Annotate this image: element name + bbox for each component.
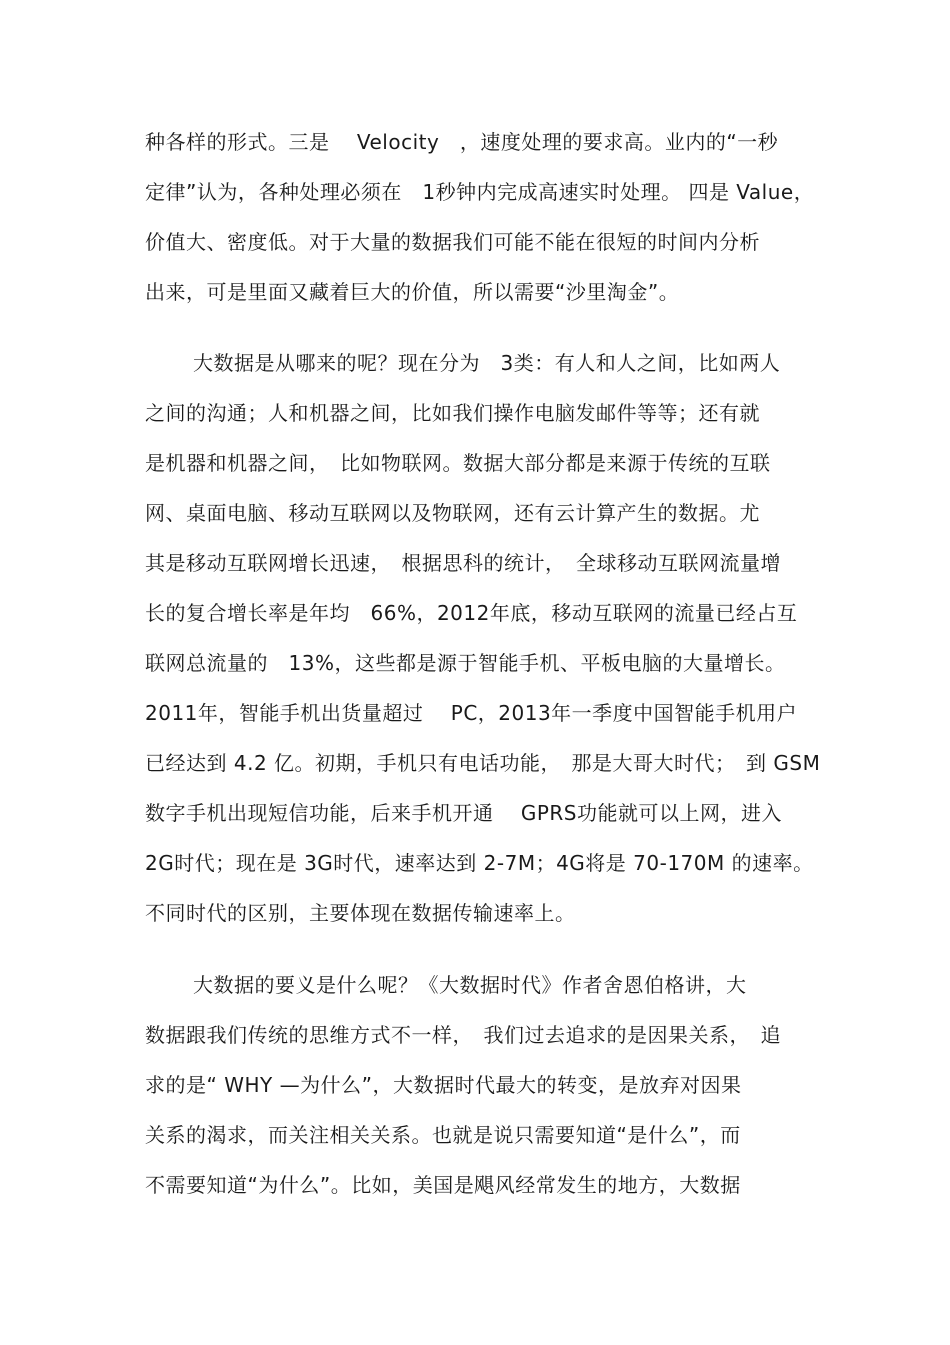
p1-line-1: 种各样的形式。三是 Velocity ，速度处理的要求高。业内的“一秒	[145, 130, 779, 154]
p1-line-2: 定律”认为，各种处理必须在 1秒钟内完成高速实时处理。 四是 Value，	[145, 180, 815, 204]
p2-line-10: 数字手机出现短信功能，后来手机开通 GPRS功能就可以上网，进入	[145, 801, 783, 825]
p2-line-8: 2011年，智能手机出货量超过 PC，2013年一季度中国智能手机用户	[145, 701, 798, 725]
p2-line-4: 网、桌面电脑、移动互联网以及物联网，还有云计算产生的数据。尤	[145, 501, 760, 525]
p2-line-12: 不同时代的区别，主要体现在数据传输速率上。	[145, 901, 576, 925]
p2-line-5: 其是移动互联网增长迅速， 根据思科的统计， 全球移动互联网流量增	[145, 551, 781, 575]
p2-line-6: 长的复合增长率是年均 66%，2012年底，移动互联网的流量已经占互	[145, 601, 798, 625]
p3-line-2: 数据跟我们传统的思维方式不一样， 我们过去追求的是因果关系， 追	[145, 1023, 781, 1047]
p3-line-5: 不需要知道“为什么”。比如，美国是飓风经常发生的地方，大数据	[145, 1173, 741, 1197]
p3-line-4: 关系的渴求，而关注相关关系。也就是说只需要知道“是什么”，而	[145, 1123, 741, 1147]
p2-line-3: 是机器和机器之间， 比如物联网。数据大部分都是来源于传统的互联	[145, 451, 771, 475]
p2-line-2: 之间的沟通；人和机器之间，比如我们操作电脑发邮件等等；还有就	[145, 401, 760, 425]
p2-line-11: 2G时代；现在是 3G时代，速率达到 2-7M；4G将是 70-170M 的速率。	[145, 851, 814, 875]
p1-line-4: 出来，可是里面又藏着巨大的价值，所以需要“沙里淘金”。	[145, 280, 680, 304]
p3-line-1: 大数据的要义是什么呢？《大数据时代》作者舍恩伯格讲，大	[193, 973, 747, 997]
p2-line-1: 大数据是从哪来的呢？现在分为 3类：有人和人之间，比如两人	[193, 351, 781, 375]
p1-line-3: 价值大、密度低。对于大量的数据我们可能不能在很短的时间内分析	[145, 230, 760, 254]
p2-line-9: 已经达到 4.2 亿。初期，手机只有电话功能， 那是大哥大时代； 到 GSM	[145, 751, 821, 775]
p2-line-7: 联网总流量的 13%，这些都是源于智能手机、平板电脑的大量增长。	[145, 651, 786, 675]
p3-line-3: 求的是“ WHY —为什么”，大数据时代最大的转变，是放弃对因果	[145, 1073, 742, 1097]
